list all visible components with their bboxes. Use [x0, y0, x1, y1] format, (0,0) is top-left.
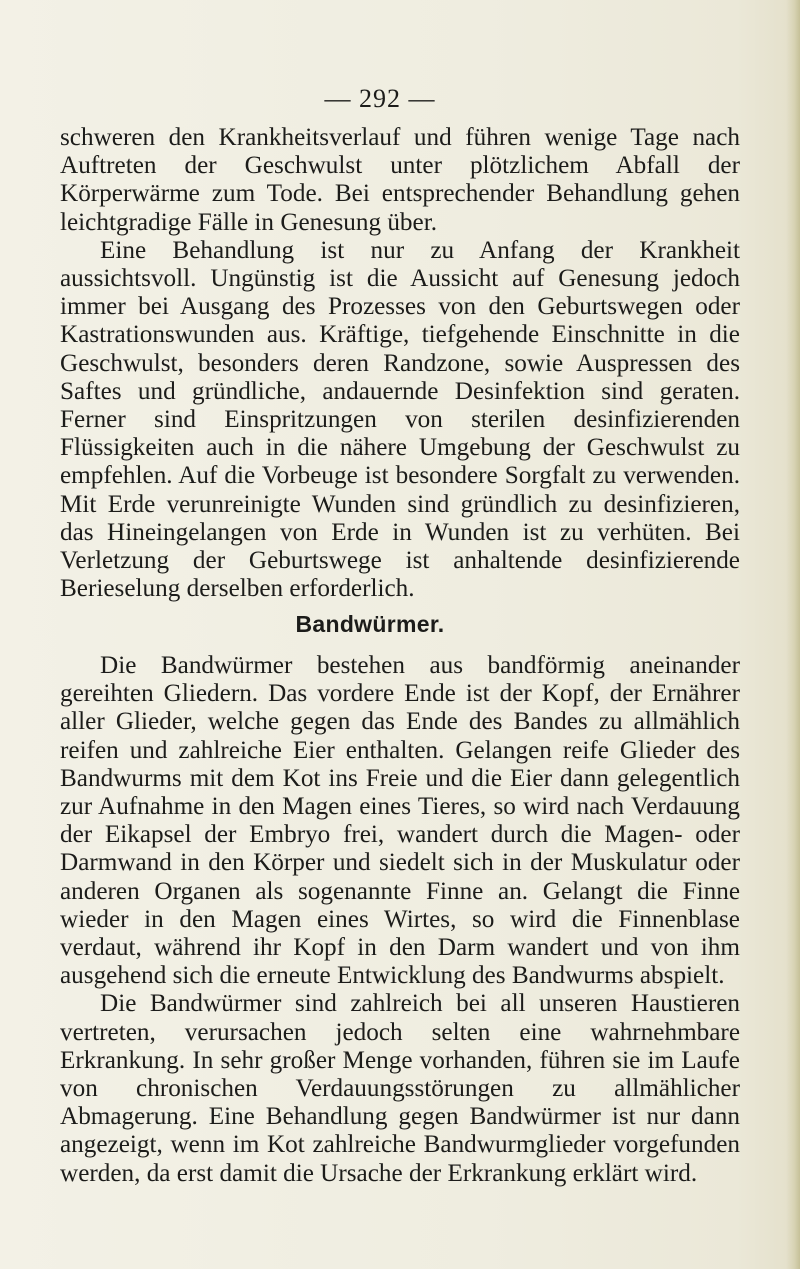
page-edge-shadow: [786, 0, 800, 1269]
paragraph: Die Bandwürmer sind zahlreich bei all unseren Haustieren vertreten, verursachen jedoch selten eine wahrnehmbare Erkrankung. In sehr großer Menge vorhanden, führen sie im Laufe von chronischen Verdauungsstörungen zu allmählicher Abmagerung. Eine Behandlung gegen Bandwürmer ist nur dann angezeigt, wenn im Kot zahlreiche Bandwurmglieder vorgefunden werden, da erst damit die Ursache der Erkrankung erklärt wird.: [60, 990, 740, 1187]
page-number: — 292 —: [324, 84, 436, 113]
text-block-upper: [60, 124, 740, 603]
paragraph: schweren den Krankheitsverlauf und führen wenige Tage nach Auftreten der Geschwulst unter plötzlichem Abfall der Körperwärme zum Tode. Bei entsprechender Behandlung gehen leichtgradige Fälle in Genesung über.: [60, 124, 740, 236]
paragraph: Die Bandwürmer bestehen aus bandförmig aneinander gereihten Gliedern. Das vordere Ende ist der Kopf, der Ernährer aller Glieder, welche gegen das Ende des Bandes zu allmählich reifen und zahlreiche Eier enthalten. Gelangen reife Glieder des Bandwurms mit dem Kot ins Freie und die Eier dann gelegentlich zur Aufnahme in den Magen eines Tieres, so wird nach Verdauung der Eikapsel der Embryo frei, wandert durch die Magen- oder Darmwand in den Körper und siedelt sich in der Muskulatur oder anderen Organen als sogenannte Finne an. Gelangt die Finne wieder in den Magen eines Wirtes, so wird die Finnenblase verdaut, während ihr Kopf in den Darm wandert und von ihm ausgehend sich die erneute Entwicklung des Bandwurms abspielt.: [60, 652, 740, 990]
text-block-lower: [60, 652, 740, 1188]
section-heading: Bandwürmer.: [295, 611, 445, 637]
paragraph: Eine Behandlung ist nur zu Anfang der Krankheit aussichtsvoll. Ungünstig ist die Aussicht auf Genesung jedoch immer bei Ausgang des Prozesses von den Geburtswegen oder Kastrationswunden aus. Kräftige, tiefgehende Einschnitte in die Geschwulst, besonders deren Randzone, sowie Auspressen des Saftes und gründliche, andauernde Desinfektion sind geraten. Ferner sind Einspritzungen von sterilen desinfizierenden Flüssigkeiten auch in die nähere Umgebung der Geschwulst zu empfehlen. Auf die Vorbeuge ist besondere Sorgfalt zu verwenden. Mit Erde verunreinigte Wunden sind gründlich zu desinfizieren, das Hineingelangen von Erde in Wunden ist zu verhüten. Bei Verletzung der Geburtswege ist anhaltende desinfizierende Berieselung derselben erforderlich.: [60, 236, 740, 603]
